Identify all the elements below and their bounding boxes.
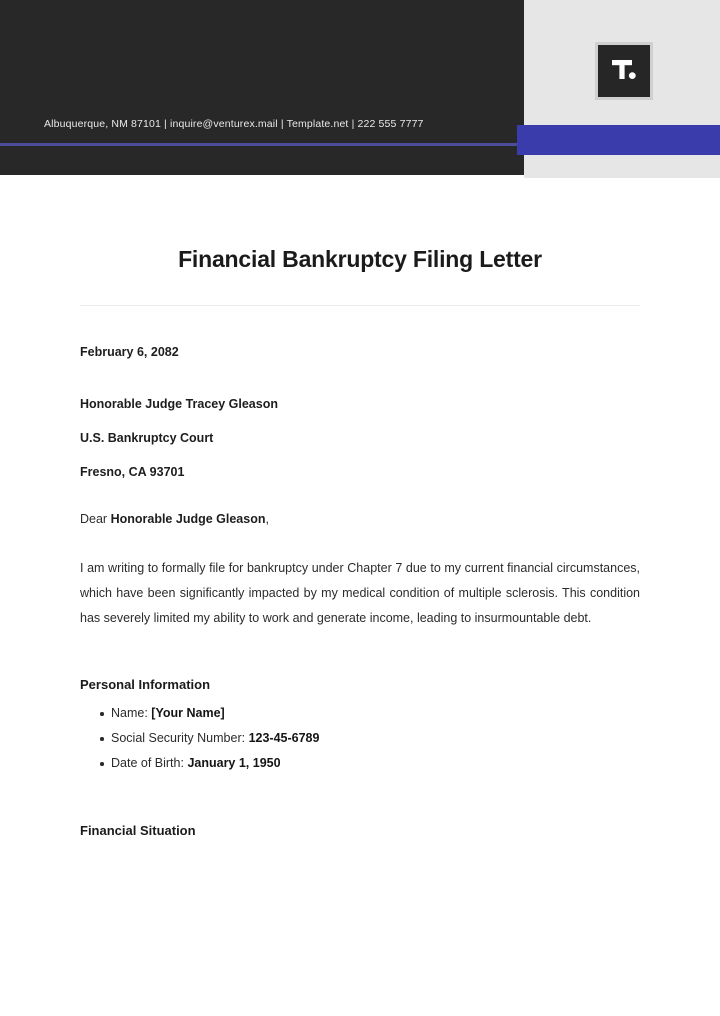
document-body xyxy=(0,178,720,838)
header-accent-bar xyxy=(517,125,720,155)
salutation xyxy=(80,512,640,526)
letter-body-paragraph: I am writing to formally file for bankruptcy under Chapter 7 due to my current financial circumstances, which have been significantly impacted by my medical condition of multiple sclerosis. This condition has severely limited my ability to work and generate income, leading to insurmountable debt. xyxy=(80,561,640,625)
section-heading-financial-situation: Financial Situation xyxy=(80,823,196,838)
salutation-greeting: Dear xyxy=(80,512,111,526)
salutation-punctuation: , xyxy=(265,512,269,526)
list-item-label: Date of Birth: xyxy=(111,756,188,770)
company-logo xyxy=(595,42,653,100)
company-contact-line: Albuquerque, NM 87101 | inquire@venturex.mail | Template.net | 222 555 7777 xyxy=(44,118,424,130)
list-item-value: [Your Name] xyxy=(151,706,225,720)
page-title: Financial Bankruptcy Filing Letter xyxy=(178,246,542,272)
recipient-name: Honorable Judge Tracey Gleason xyxy=(80,397,278,411)
list-item xyxy=(100,756,640,770)
list-item-value: 123-45-6789 xyxy=(248,731,320,745)
list-item xyxy=(100,706,640,720)
letter-date: February 6, 2082 xyxy=(80,345,179,359)
logo-t-icon xyxy=(608,55,640,87)
letterhead-header xyxy=(0,0,720,178)
section-heading-personal-information: Personal Information xyxy=(80,677,211,692)
recipient-city-state-zip: Fresno, CA 93701 xyxy=(80,465,185,479)
salutation-recipient-name: Honorable Judge Gleason xyxy=(110,512,266,526)
list-item-label: Social Security Number: xyxy=(111,731,249,745)
list-item-value: January 1, 1950 xyxy=(187,756,281,770)
personal-information-list xyxy=(80,706,640,770)
list-item-label: Name: xyxy=(111,706,152,720)
recipient-block xyxy=(80,397,640,479)
list-item xyxy=(100,731,640,745)
recipient-organization: U.S. Bankruptcy Court xyxy=(80,431,214,445)
header-accent-rule xyxy=(0,143,524,146)
header-dark-panel xyxy=(0,0,524,175)
title-divider xyxy=(80,305,640,306)
